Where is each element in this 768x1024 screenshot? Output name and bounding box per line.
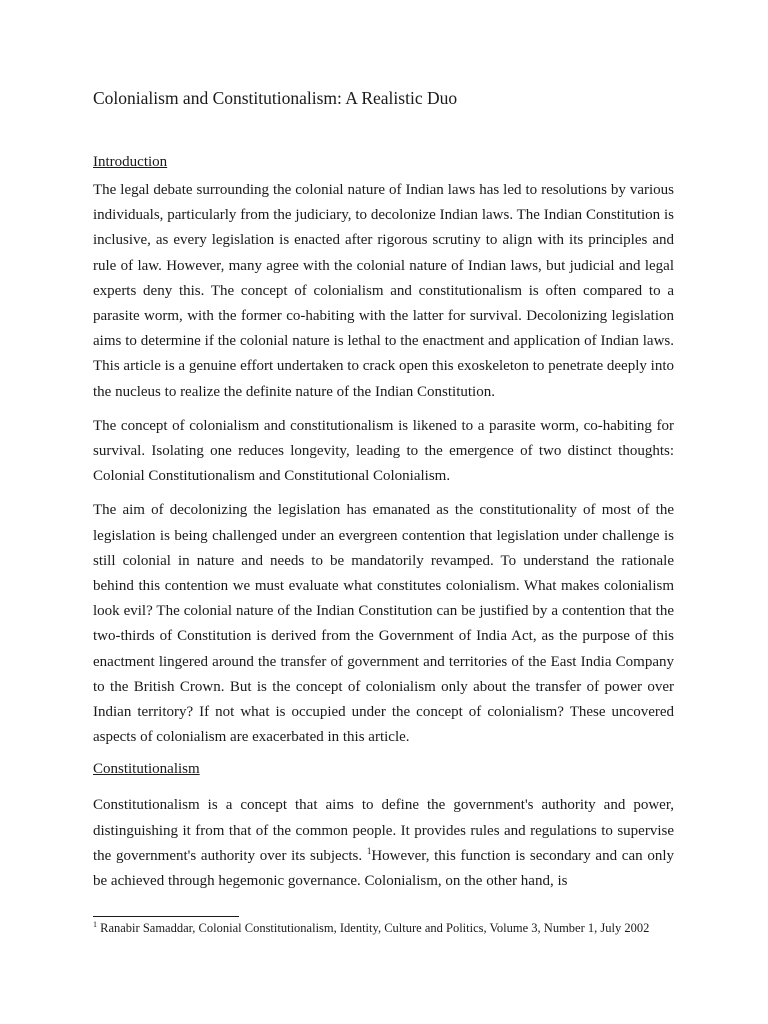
footnote-divider (93, 916, 239, 917)
document-title: Colonialism and Constitutionalism: A Realistic Duo (93, 88, 458, 108)
paragraph-intro-1: The legal debate surrounding the colonial nature of Indian laws has led to resolutions by various individuals, particularly from the judiciary, to decolonize Indian laws. The Indian Constitution is inclusive, as every legislation is enacted after rigorous scrutiny to align with its principles and rule of law. However, many agree with the colonial nature of Indian laws, but judicial and legal experts deny this. The concept of colonialism and constitutionalism is often compared to a parasite worm, with the former co-habiting with the latter for survival. Decolonizing legislation aims to determine if the colonial nature is lethal to the enactment and application of Indian laws. This article is a genuine effort undertaken to crack open this exoskeleton to penetrate deeply into the nucleus to realize the definite nature of the Indian Constitution. (93, 182, 674, 400)
paragraph-intro-3: The aim of decolonizing the legislation has emanated as the constitutionality of most of the legislation is being challenged under an evergreen contention that legislation under challenge is still colonial in nature and needs to be mandatorily revamped. To understand the rationale behind this contention we must evaluate what constitutes colonialism. What makes colonialism look evil? The colonial nature of the Indian Constitution can be justified by a contention that the two-thirds of Constitution is derived from the Government of India Act, as the purpose of this enactment lingered around the transfer of government and territories of the East India Company to the British Crown. But is the concept of colonialism only about the transfer of power over Indian territory? If not what is occupied under the concept of colonialism? These uncovered aspects of colonialism are exacerbated in this article. (93, 502, 674, 746)
footnote-reference[interactable]: 1 (366, 845, 372, 856)
paragraph-text-before-ref: Constitutionalism is a concept that aims to define the government's authority and power, distinguishing it from that of the common people. It provides rules and regulations to supervise the government's authority over its subjects. (93, 797, 674, 864)
section-heading-introduction: Introduction (93, 154, 168, 170)
section-heading-constitutionalism: Constitutionalism (93, 761, 200, 778)
document-body (93, 86, 674, 903)
footnote (93, 919, 693, 937)
paragraph-text-after-ref: However, this function is secondary and can only be achieved through hegemonic governance. Colonialism, on the other hand, is (93, 847, 674, 890)
footnote-text: Ranabir Samaddar, Colonial Constitutionalism, Identity, Culture and Politics, Volume 3, Number 1, July 2002 (97, 921, 650, 935)
footnote-marker: 1 (93, 919, 97, 929)
paragraph-constitutionalism-1 (93, 793, 674, 894)
paragraph-intro-2: The concept of colonialism and constitutionalism is likened to a parasite worm, co-habiting for survival. Isolating one reduces longevity, leading to the emergence of two distinct thoughts: Colonial Constitutionalism and Constitutional Colonialism. (93, 417, 674, 485)
